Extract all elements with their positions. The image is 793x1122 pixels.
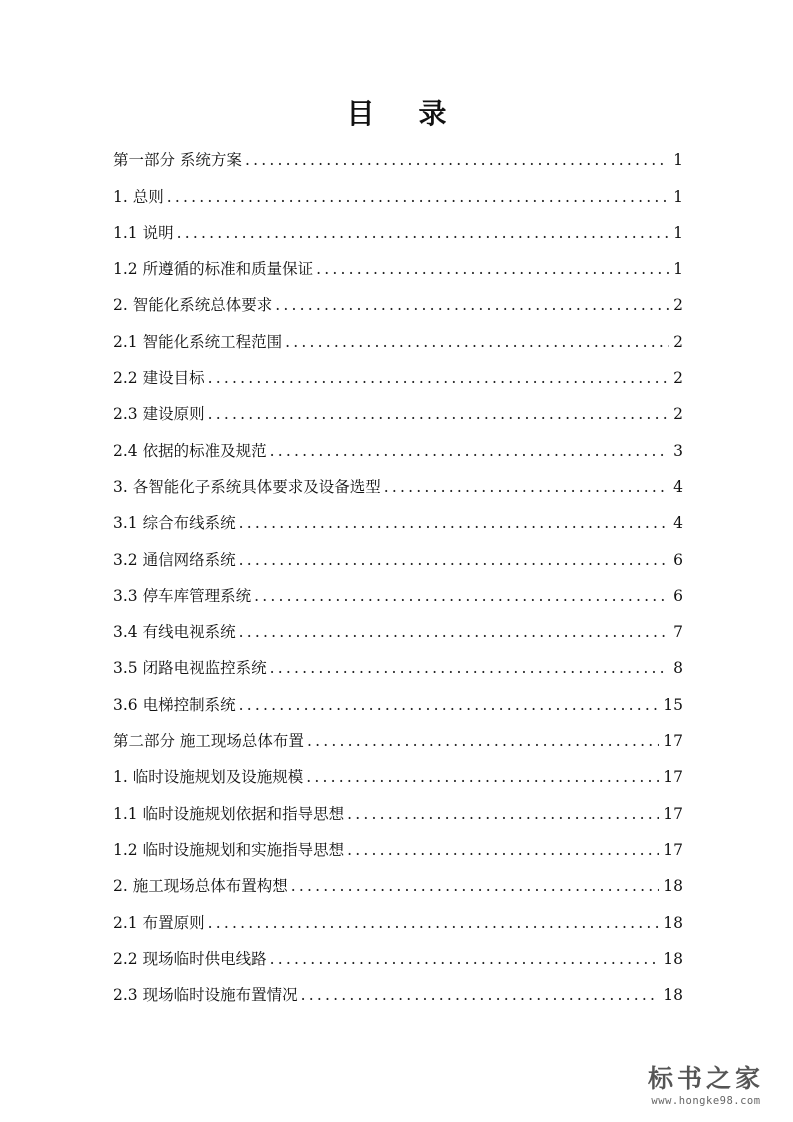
watermark-url: www.hongke98.com — [651, 1095, 761, 1107]
toc-entry[interactable] — [113, 243, 683, 279]
toc-entry[interactable] — [113, 787, 683, 823]
toc-entry[interactable] — [113, 969, 683, 1005]
table-of-contents — [113, 134, 683, 1005]
toc-entry-label: 2.3 现场临时设施布置情况 — [113, 986, 298, 1005]
toc-entry-label: 2.2 建设目标 — [113, 369, 205, 388]
dot-leader — [167, 187, 669, 207]
toc-entry-label: 第一部分 系统方案 — [113, 151, 242, 170]
toc-entry[interactable] — [113, 315, 683, 351]
toc-entry[interactable] — [113, 533, 683, 569]
page-title — [0, 92, 793, 132]
dot-leader — [270, 949, 660, 969]
toc-entry-label: 3.5 闭路电视监控系统 — [113, 659, 267, 678]
toc-entry[interactable] — [113, 424, 683, 460]
toc-entry[interactable] — [113, 170, 683, 206]
toc-entry[interactable] — [113, 606, 683, 642]
toc-entry-label: 2.1 布置原则 — [113, 913, 205, 932]
toc-entry[interactable] — [113, 715, 683, 751]
toc-entry-page: 1 — [673, 260, 683, 279]
dot-leader — [347, 804, 659, 824]
toc-entry-page: 6 — [673, 586, 683, 605]
dot-leader — [291, 876, 660, 896]
toc-entry[interactable] — [113, 642, 683, 678]
dot-leader — [239, 695, 660, 715]
toc-entry-page: 4 — [673, 477, 683, 496]
toc-entry[interactable] — [113, 860, 683, 896]
toc-entry-page: 2 — [673, 332, 683, 351]
toc-entry[interactable] — [113, 824, 683, 860]
toc-entry-page: 18 — [663, 877, 683, 896]
toc-entry[interactable] — [113, 570, 683, 606]
toc-entry-label: 2. 智能化系统总体要求 — [113, 296, 273, 315]
toc-entry[interactable] — [113, 896, 683, 932]
toc-entry-page: 18 — [663, 986, 683, 1005]
toc-entry-page: 18 — [663, 913, 683, 932]
toc-entry[interactable] — [113, 388, 683, 424]
toc-entry-label: 1. 临时设施规划及设施规模 — [113, 768, 304, 787]
dot-leader — [208, 913, 660, 933]
dot-leader — [275, 295, 669, 315]
toc-entry-page: 17 — [663, 840, 683, 859]
dot-leader — [307, 731, 659, 751]
toc-entry-label: 2.1 智能化系统工程范围 — [113, 332, 283, 351]
toc-entry-label: 2.4 依据的标准及规范 — [113, 441, 267, 460]
dot-leader — [245, 150, 669, 170]
toc-entry-label: 1. 总则 — [113, 187, 164, 206]
toc-entry-label: 3.2 通信网络系统 — [113, 550, 236, 569]
dot-leader — [208, 368, 670, 388]
dot-leader — [239, 513, 670, 533]
toc-entry[interactable] — [113, 678, 683, 714]
dot-leader — [270, 441, 670, 461]
dot-leader — [239, 622, 670, 642]
dot-leader — [316, 259, 669, 279]
toc-entry-label: 3.1 综合布线系统 — [113, 514, 236, 533]
toc-entry-label: 3.4 有线电视系统 — [113, 623, 236, 642]
toc-entry-label: 1.2 所遵循的标准和质量保证 — [113, 260, 314, 279]
dot-leader — [306, 767, 659, 787]
toc-entry-page: 15 — [663, 695, 683, 714]
toc-entry-page: 2 — [673, 405, 683, 424]
toc-entry-page: 17 — [663, 732, 683, 751]
toc-entry[interactable] — [113, 134, 683, 170]
toc-entry-label: 1.1 临时设施规划依据和指导思想 — [113, 804, 345, 823]
dot-leader — [384, 477, 669, 497]
toc-entry-page: 2 — [673, 369, 683, 388]
dot-leader — [239, 550, 670, 570]
toc-entry-page: 3 — [673, 441, 683, 460]
title-char-2: 录 — [418, 97, 447, 130]
toc-entry[interactable] — [113, 497, 683, 533]
toc-entry-page: 1 — [673, 223, 683, 242]
toc-entry[interactable] — [113, 207, 683, 243]
toc-entry-label: 3.6 电梯控制系统 — [113, 695, 236, 714]
toc-entry-page: 17 — [663, 768, 683, 787]
toc-entry[interactable] — [113, 751, 683, 787]
toc-entry[interactable] — [113, 461, 683, 497]
toc-entry-page: 8 — [673, 659, 683, 678]
toc-entry-label: 1.2 临时设施规划和实施指导思想 — [113, 840, 345, 859]
toc-entry-page: 2 — [673, 296, 683, 315]
toc-entry[interactable] — [113, 352, 683, 388]
toc-entry-page: 1 — [673, 151, 683, 170]
dot-leader — [285, 332, 669, 352]
toc-entry[interactable] — [113, 933, 683, 969]
dot-leader — [208, 404, 670, 424]
toc-entry-label: 第二部分 施工现场总体布置 — [113, 732, 304, 751]
site-watermark — [631, 1064, 781, 1108]
dot-leader — [347, 840, 659, 860]
toc-entry-page: 6 — [673, 550, 683, 569]
toc-entry-page: 7 — [673, 623, 683, 642]
toc-entry-page: 17 — [663, 804, 683, 823]
toc-entry-label: 3.3 停车库管理系统 — [113, 586, 252, 605]
toc-entry-label: 2.2 现场临时供电线路 — [113, 949, 267, 968]
toc-entry-label: 2. 施工现场总体布置构想 — [113, 877, 288, 896]
watermark-logo-text: 标书之家 — [647, 1064, 764, 1093]
dot-leader — [301, 985, 660, 1005]
toc-entry-label: 2.3 建设原则 — [113, 405, 205, 424]
toc-entry-page: 4 — [673, 514, 683, 533]
dot-leader — [177, 223, 670, 243]
toc-entry-label: 3. 各智能化子系统具体要求及设备选型 — [113, 477, 381, 496]
toc-entry-label: 1.1 说明 — [113, 223, 174, 242]
toc-entry-page: 18 — [663, 949, 683, 968]
title-char-1: 目 — [346, 97, 375, 130]
toc-entry-page: 1 — [673, 187, 683, 206]
toc-entry[interactable] — [113, 279, 683, 315]
dot-leader — [254, 586, 669, 606]
dot-leader — [270, 658, 670, 678]
